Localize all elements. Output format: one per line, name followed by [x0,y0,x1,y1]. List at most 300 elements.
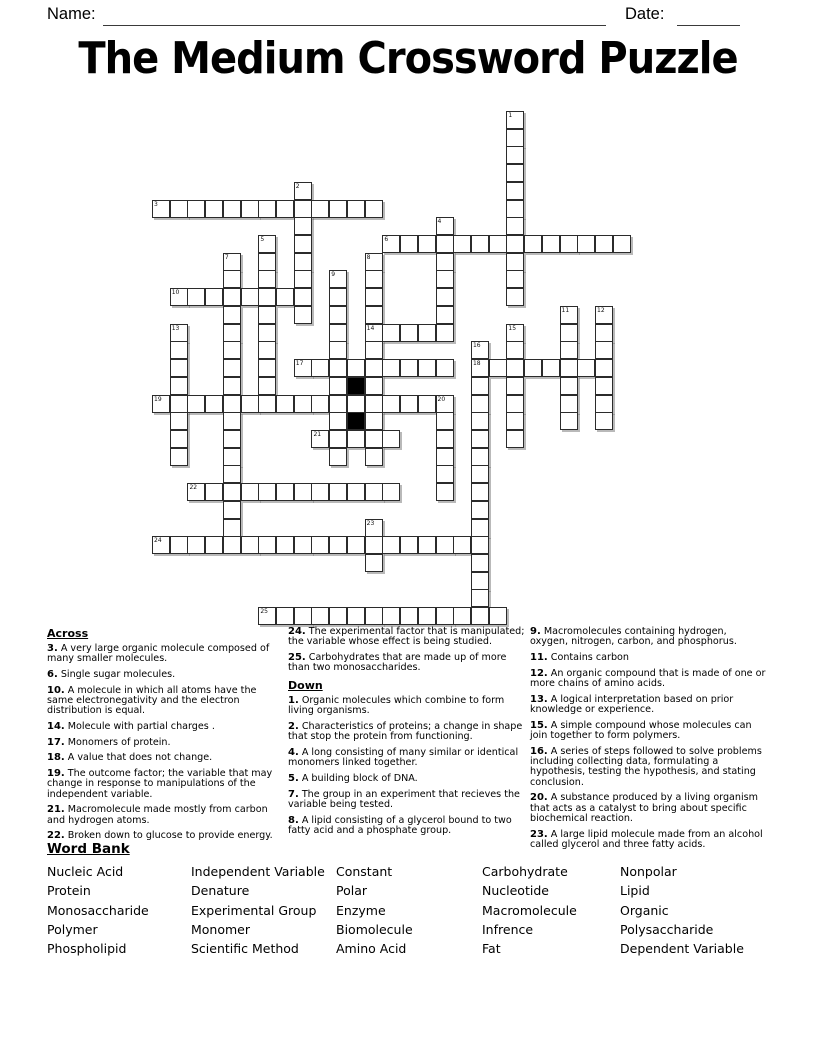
grid-cell[interactable] [311,395,329,413]
grid-cell[interactable] [560,306,578,324]
grid-cell[interactable] [311,607,329,625]
grid-cell[interactable] [365,288,383,306]
grid-cell[interactable] [223,465,241,483]
grid-cell[interactable] [311,430,329,448]
grid-cell[interactable] [506,182,524,200]
grid-cell[interactable] [471,341,489,359]
clue-8: 8. A lipid consisting of a glycerol bound to two fatty acid and a phosphate group. [288,814,512,836]
grid-cell[interactable] [471,359,489,377]
grid-cell[interactable] [294,359,312,377]
grid-cell[interactable] [365,412,383,430]
clue-number: 14. [47,721,65,732]
grid-cell[interactable] [436,270,454,288]
grid-cell[interactable] [258,536,276,554]
grid-cell[interactable] [329,306,347,324]
grid-cell[interactable] [241,483,259,501]
grid-cell[interactable] [170,341,188,359]
grid-cell[interactable] [436,395,454,413]
clue-2: 2. Characteristics of proteins; a change in shape that stop the protein from functioning. [288,721,523,743]
clue-number: 5. [288,773,299,784]
grid-cell[interactable] [595,395,613,413]
word-bank-item: Nonpolar [620,864,677,879]
grid-cell[interactable] [595,412,613,430]
grid-cell[interactable] [329,430,347,448]
grid-cell-number: 10 [171,289,180,297]
grid-cell[interactable] [170,536,188,554]
grid-cell[interactable] [382,235,400,253]
clue-number: 21. [47,804,65,816]
grid-cell[interactable] [577,235,595,253]
grid-cell[interactable] [365,536,383,554]
grid-cell[interactable] [595,377,613,395]
grid-cell[interactable] [382,324,400,342]
grid-cell[interactable] [524,235,542,253]
grid-cell[interactable] [595,306,613,324]
word-bank-item: Experimental Group [191,902,317,918]
grid-cell[interactable] [453,536,471,554]
grid-cell[interactable] [400,395,418,413]
grid-cell[interactable] [170,412,188,430]
grid-cell[interactable] [258,306,276,324]
grid-cell[interactable] [560,235,578,253]
grid-cell[interactable] [258,377,276,395]
grid-cell[interactable] [152,536,170,554]
grid-cell[interactable] [329,324,347,342]
grid-cell[interactable] [223,483,241,501]
grid-cell[interactable] [258,607,276,625]
grid-cell[interactable] [418,324,436,342]
grid-cell[interactable] [170,288,188,306]
grid-cell[interactable] [382,483,400,501]
grid-cell[interactable] [365,270,383,288]
grid-cell[interactable] [294,607,312,625]
grid-cell[interactable] [294,235,312,253]
grid-cell[interactable] [506,412,524,430]
clue-13: 13. A logical interpretation based on prior knowledge or experience. [530,693,734,715]
grid-cell[interactable] [223,341,241,359]
grid-cell[interactable] [365,483,383,501]
grid-cell[interactable] [205,395,223,413]
grid-cell[interactable] [471,536,489,554]
grid-cell[interactable] [258,324,276,342]
grid-cell[interactable] [506,288,524,306]
grid-cell[interactable] [365,324,383,342]
word-bank-item: Polymer [47,921,98,937]
clue-6: 6. Single sugar molecules. [47,669,176,680]
grid-cell[interactable] [418,359,436,377]
grid-cell[interactable] [205,200,223,218]
grid-cell[interactable] [170,395,188,413]
grid-cell[interactable] [365,395,383,413]
clue-18: 18. A value that does not change. [47,752,213,764]
grid-cell[interactable] [205,483,223,501]
grid-cell[interactable] [223,448,241,466]
grid-cell[interactable] [436,288,454,306]
grid-cell[interactable] [436,412,454,430]
grid-cell[interactable] [170,200,188,218]
grid-cell[interactable] [329,270,347,288]
clue-25: 25. Carbohydrates that are made up of more than two monosaccharides. [288,652,507,674]
grid-cell[interactable] [223,395,241,413]
grid-cell-number: 25 [260,608,268,616]
grid-cell[interactable] [506,200,524,218]
grid-cell[interactable] [223,412,241,430]
grid-cell[interactable] [365,306,383,324]
grid-cell[interactable] [258,341,276,359]
grid-cell[interactable] [241,200,259,218]
grid-cell[interactable] [436,536,454,554]
grid-cell[interactable] [382,430,400,448]
grid-cell[interactable] [258,359,276,377]
grid-cell[interactable] [329,536,347,554]
clue-number: 9. [530,626,541,637]
grid-cell[interactable] [329,288,347,306]
word-bank-item: Scientific Method [191,941,299,957]
grid-cell[interactable] [436,253,454,271]
grid-cell[interactable] [170,359,188,377]
grid-cell[interactable] [542,235,560,253]
grid-cell[interactable] [400,536,418,554]
clue-number: 15. [530,719,548,731]
grid-cell[interactable] [524,359,542,377]
grid-cell[interactable] [365,377,383,395]
grid-cell[interactable] [241,288,259,306]
clue-5: 5. A building block of DNA. [288,773,418,784]
grid-cell[interactable] [471,412,489,430]
grid-cell[interactable] [471,235,489,253]
grid-cell[interactable] [365,359,383,377]
grid-cell-number: 12 [597,306,605,314]
grid-cell[interactable] [205,536,223,554]
grid-cell[interactable] [382,536,400,554]
grid-cell[interactable] [294,182,312,200]
grid-cell[interactable] [471,607,489,625]
word-bank-item: Fat [482,941,501,957]
grid-cell[interactable] [294,483,312,501]
grid-cell[interactable] [365,448,383,466]
grid-cell[interactable] [223,430,241,448]
grid-cell[interactable] [170,448,188,466]
grid-cell[interactable] [187,483,205,501]
grid-cell[interactable] [400,607,418,625]
grid-cell[interactable] [506,430,524,448]
grid-cell[interactable] [152,395,170,413]
grid-black-cell [347,377,365,395]
word-bank-item: Polar [336,883,368,899]
grid-cell[interactable] [223,270,241,288]
grid-cell-number: 17 [295,360,304,368]
grid-cell[interactable] [365,430,383,448]
clue-23: 23. A large lipid molecule made from an alcohol called glycerol and three fatty acids. [530,828,763,851]
grid-cell[interactable] [560,395,578,413]
grid-cell[interactable] [258,200,276,218]
grid-cell[interactable] [453,607,471,625]
grid-cell[interactable] [258,483,276,501]
grid-cell[interactable] [347,483,365,501]
clue-14: 14. Molecule with partial charges . [47,721,215,732]
grid-cell[interactable] [400,324,418,342]
grid-cell[interactable] [329,341,347,359]
grid-cell[interactable] [560,412,578,430]
word-bank-item: Nucleic Acid [47,864,124,879]
clue-20: 20. A substance produced by a living organism that acts as a catalyst to bring about specific biochemical reaction. [530,792,759,825]
grid-cell[interactable] [311,359,329,377]
grid-cell[interactable] [294,200,312,218]
clue-number: 12. [530,667,548,679]
grid-cell[interactable] [506,217,524,235]
grid-cell-number: 5 [260,236,265,244]
grid-cell[interactable] [347,430,365,448]
grid-cell[interactable] [489,359,507,377]
grid-cell[interactable] [560,341,578,359]
word-bank-item: Polysaccharide [620,921,714,937]
grid-cell[interactable] [187,536,205,554]
grid-cell[interactable] [595,235,613,253]
clue-11: 11. Contains carbon [530,652,629,663]
grid-cell-number: 16 [472,342,481,350]
grid-cell[interactable] [436,430,454,448]
grid-cell[interactable] [577,359,595,377]
grid-cell[interactable] [506,111,524,129]
grid-cell[interactable] [506,129,524,147]
grid-cell[interactable] [276,288,294,306]
grid-cell[interactable] [471,554,489,572]
grid-cell[interactable] [311,200,329,218]
grid-cell[interactable] [418,536,436,554]
grid-cell[interactable] [258,235,276,253]
grid-cell[interactable] [506,324,524,342]
grid-cell[interactable] [471,465,489,483]
grid-cell[interactable] [560,359,578,377]
grid-cell[interactable] [329,200,347,218]
grid-cell[interactable] [294,306,312,324]
clue-column-1 [47,627,285,847]
grid-cell-number: 18 [472,360,481,368]
grid-cell[interactable] [241,395,259,413]
clue-number: 1. [288,695,299,706]
clue-number: 16. [530,745,548,757]
down-heading: Down [288,679,323,692]
grid-cell[interactable] [489,607,507,625]
clue-9: 9. Macromolecules containing hydrogen, oxygen, nitrogen, carbon, and phosphorus. [530,626,737,648]
grid-cell[interactable] [311,536,329,554]
grid-cell-number: 15 [508,324,517,332]
grid-cell[interactable] [294,217,312,235]
grid-cell[interactable] [560,377,578,395]
grid-cell[interactable] [436,483,454,501]
grid-cell[interactable] [436,306,454,324]
grid-cell-number: 13 [171,324,180,332]
clue-24: 24. The experimental factor that is manipulated; the variable whose effect is being studied. [288,626,525,648]
grid-cell[interactable] [471,395,489,413]
grid-cell[interactable] [294,288,312,306]
grid-cell[interactable] [436,448,454,466]
grid-cell[interactable] [294,253,312,271]
grid-cell-number: 24 [154,537,162,545]
grid-cell[interactable] [187,395,205,413]
grid-cell[interactable] [223,200,241,218]
grid-cell[interactable] [418,235,436,253]
grid-cell[interactable] [506,270,524,288]
clue-10: 10. A molecule in which all atoms have the same electronegativity and the electron distribution is equal. [47,684,257,717]
grid-cell[interactable] [595,324,613,342]
grid-cell[interactable] [294,270,312,288]
grid-cell[interactable] [276,607,294,625]
grid-cell[interactable] [223,253,241,271]
grid-cell[interactable] [382,607,400,625]
clue-17: 17. Monomers of protein. [47,736,171,748]
grid-cell[interactable] [489,235,507,253]
grid-cell-number: 7 [224,253,229,261]
grid-cell[interactable] [170,430,188,448]
grid-cell[interactable] [365,341,383,359]
clue-12: 12. An organic compound that is made of one or more chains of amino acids. [530,667,766,689]
grid-cell[interactable] [347,607,365,625]
clue-number: 6. [47,669,58,680]
grid-cell[interactable] [276,536,294,554]
grid-cell[interactable] [223,536,241,554]
grid-cell[interactable] [400,235,418,253]
grid-cell[interactable] [613,235,631,253]
grid-cell[interactable] [436,359,454,377]
grid-cell[interactable] [471,589,489,607]
grid-cell[interactable] [329,412,347,430]
grid-cell[interactable] [205,288,223,306]
grid-cell[interactable] [347,359,365,377]
grid-cell[interactable] [223,377,241,395]
word-bank-item: Lipid [620,883,650,899]
grid-cell[interactable] [506,164,524,182]
grid-cell[interactable] [258,253,276,271]
grid-cell[interactable] [329,359,347,377]
word-bank-item: Infrence [482,921,534,937]
grid-cell[interactable] [258,270,276,288]
grid-cell[interactable] [365,607,383,625]
clue-number: 25. [288,652,306,663]
grid-cell[interactable] [170,324,188,342]
grid-cell[interactable] [365,519,383,537]
grid-cell[interactable] [311,483,329,501]
grid-cell[interactable] [170,377,188,395]
grid-cell[interactable] [365,554,383,572]
grid-cell[interactable] [453,235,471,253]
grid-cell[interactable] [187,200,205,218]
grid-cell[interactable] [595,359,613,377]
word-bank-item: Monomer [191,921,251,937]
grid-cell[interactable] [436,235,454,253]
grid-cell[interactable] [418,607,436,625]
clue-column-2 [288,627,529,842]
grid-cell[interactable] [506,235,524,253]
grid-cell[interactable] [471,519,489,537]
grid-cell[interactable] [506,377,524,395]
grid-cell[interactable] [471,430,489,448]
grid-cell[interactable] [471,483,489,501]
word-bank [47,862,776,958]
clue-number: 23. [530,828,548,840]
grid-cell[interactable] [436,324,454,342]
grid-cell[interactable] [471,448,489,466]
clue-number: 20. [530,792,548,804]
grid-cell[interactable] [223,519,241,537]
clue-19: 19. The outcome factor; the variable that may change in response to manipulations of the independent variable. [47,767,273,800]
grid-cell[interactable] [542,359,560,377]
grid-cell[interactable] [365,200,383,218]
grid-cell[interactable] [276,395,294,413]
grid-cell[interactable] [471,572,489,590]
grid-cell-number: 23 [366,519,375,527]
clue-number: 7. [288,788,299,800]
grid-cell[interactable] [382,359,400,377]
grid-cell[interactable] [506,253,524,271]
grid-cell[interactable] [223,501,241,519]
across-heading: Across [47,627,89,640]
grid-cell[interactable] [223,359,241,377]
grid-cell[interactable] [294,395,312,413]
grid-cell[interactable] [506,395,524,413]
grid-cell[interactable] [436,465,454,483]
grid-cell[interactable] [329,377,347,395]
grid-cell[interactable] [436,607,454,625]
clue-number: 19. [47,767,65,779]
grid-cell[interactable] [382,395,400,413]
grid-cell[interactable] [436,217,454,235]
grid-cell[interactable] [329,483,347,501]
grid-cell[interactable] [347,200,365,218]
grid-cell[interactable] [560,324,578,342]
grid-cell-number: 21 [313,430,322,438]
grid-cell[interactable] [329,395,347,413]
page-title: The Medium Crossword Puzzle [78,34,738,84]
grid-cell-number: 19 [154,395,162,403]
grid-cell[interactable] [400,359,418,377]
grid-cell[interactable] [223,288,241,306]
word-bank-item: Enzyme [336,902,386,918]
grid-cell[interactable] [276,483,294,501]
grid-cell[interactable] [187,288,205,306]
grid-cell[interactable] [329,448,347,466]
grid-cell[interactable] [347,395,365,413]
grid-cell[interactable] [223,324,241,342]
grid-cell[interactable] [471,501,489,519]
grid-cell[interactable] [258,395,276,413]
grid-cell[interactable] [347,536,365,554]
word-bank-item: Biomolecule [336,921,413,937]
grid-cell[interactable] [506,341,524,359]
grid-cell[interactable] [471,377,489,395]
word-bank-item: Constant [336,864,393,879]
grid-cell[interactable] [506,146,524,164]
grid-cell[interactable] [506,359,524,377]
grid-cell[interactable] [223,306,241,324]
grid-cell[interactable] [329,607,347,625]
clue-number: 11. [530,652,548,663]
grid-cell[interactable] [294,536,312,554]
grid-cell[interactable] [595,341,613,359]
grid-cell[interactable] [276,200,294,218]
grid-cell[interactable] [258,288,276,306]
word-bank-item: Nucleotide [482,883,549,899]
grid-cell[interactable] [365,253,383,271]
grid-cell-number: 1 [508,112,513,119]
word-bank-item: Independent Variable [191,864,325,879]
grid-cell[interactable] [152,200,170,218]
word-bank-item: Monosaccharide [47,902,149,918]
clue-number: 24. [288,626,306,637]
grid-cell[interactable] [241,536,259,554]
clue-21: 21. Macromolecule made mostly from carbon and hydrogen atoms. [47,804,268,826]
grid-cell[interactable] [418,395,436,413]
